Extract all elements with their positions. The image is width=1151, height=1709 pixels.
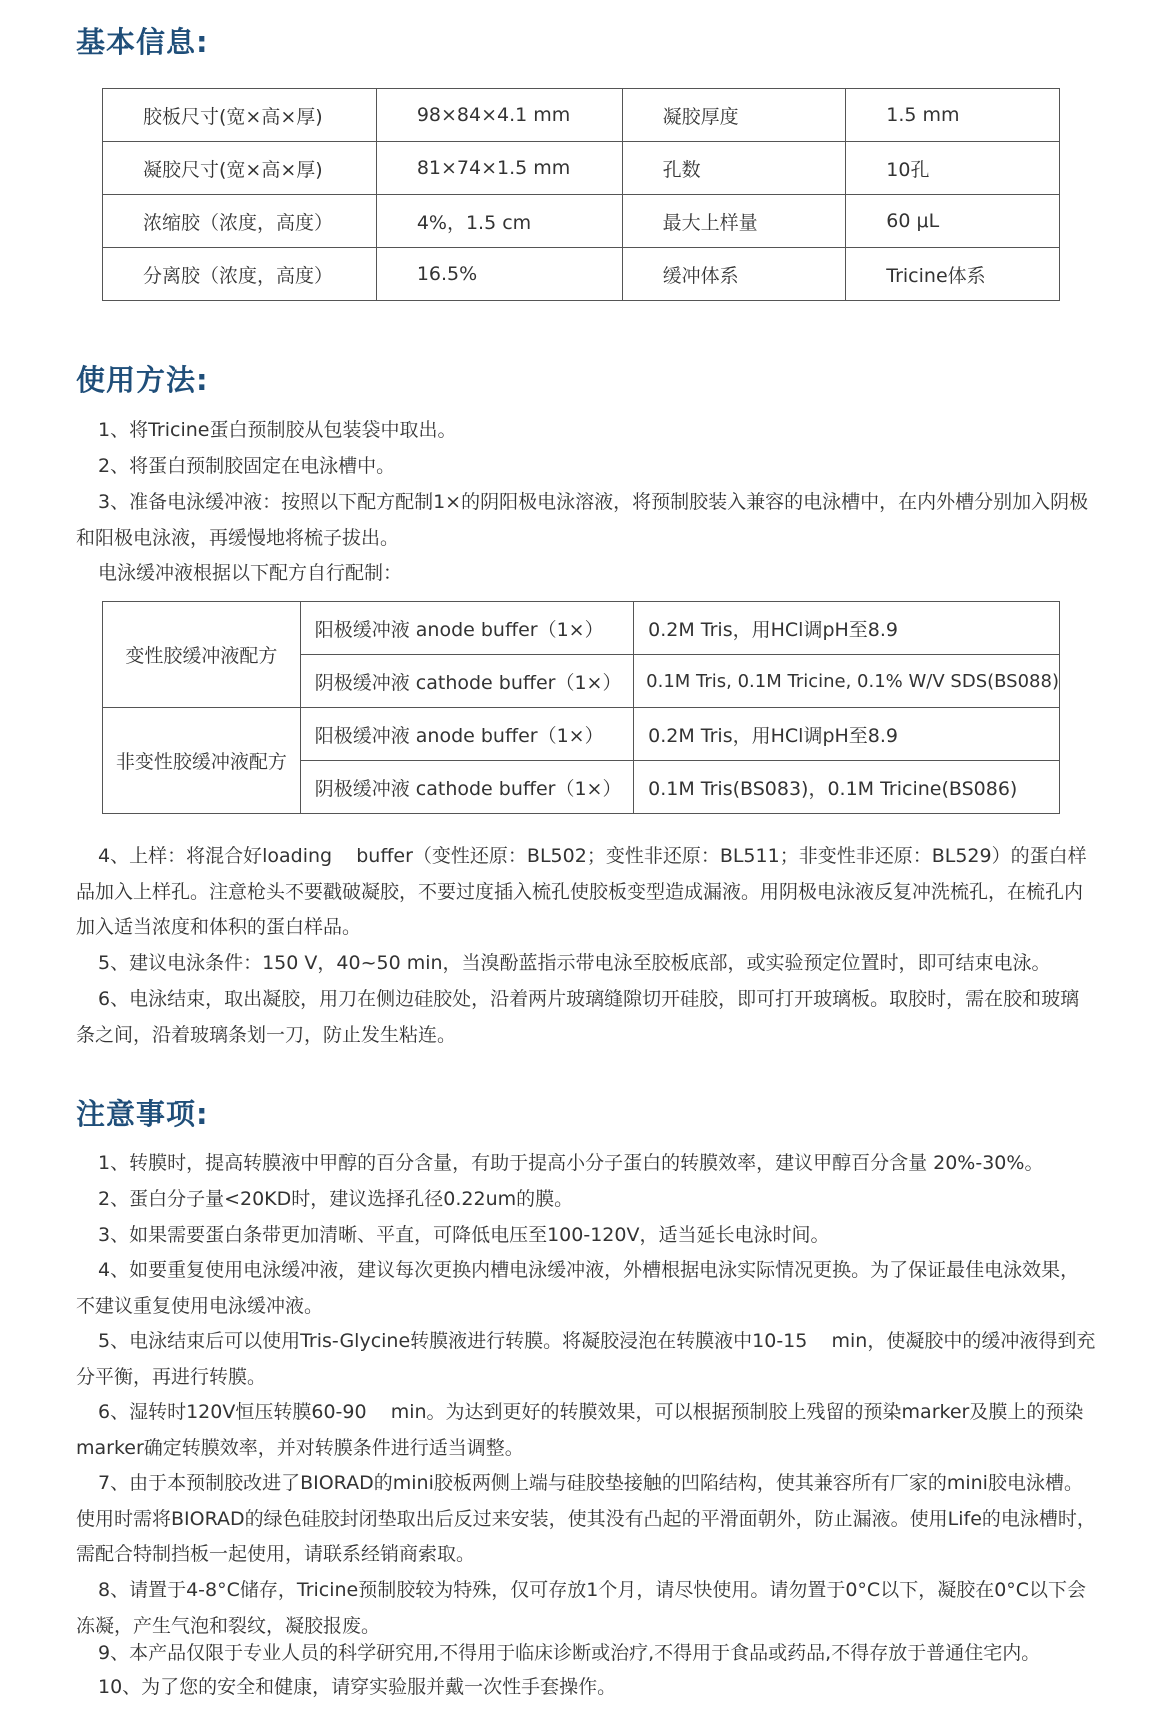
buffer-recipe: 0.2M Tris，用HCl调pH至8.9 [634,602,1060,655]
spec-value: 16.5% [376,248,622,301]
buffer-recipe: 0.2M Tris，用HCl调pH至8.9 [634,708,1060,761]
notes-title: 注意事项: [76,1097,209,1131]
spec-value: 4%，1.5 cm [376,195,622,248]
buffer-name: 阳极缓冲液 anode buffer（1×） [300,708,633,761]
note-item: 2、蛋白分子量<20KD时，建议选择孔径0.22um的膜。 [98,1188,574,1210]
buffer-name: 阴极缓冲液 cathode buffer（1×） [300,655,633,708]
table-row [103,195,1060,248]
buffer-group-name: 变性胶缓冲液配方 [103,602,301,708]
note-item: 5、电泳结束后可以使用Tris-Glycine转膜液进行转膜。将凝胶浸泡在转膜液中10-15 min，使凝胶中的缓冲液得到充分平衡，再进行转膜。 [76,1330,1096,1388]
usage-step: 6、电泳结束，取出凝胶，用刀在侧边硅胶处，沿着两片玻璃缝隙切开硅胶，即可打开玻璃板。取胶时，需在胶和玻璃条之间，沿着玻璃条划一刀，防止发生粘连。 [76,988,1080,1046]
spec-label: 孔数 [622,142,846,195]
spec-label: 最大上样量 [622,195,846,248]
usage-step: 1、将Tricine蛋白预制胶从包装袋中取出。 [98,419,457,441]
basic-info-title: 基本信息: [76,25,209,59]
table-row [103,602,1060,655]
note-item: 9、本产品仅限于专业人员的科学研究用,不得用于临床诊断或治疗,不得用于食品或药品,不得存放于普通住宅内。 [98,1642,1041,1664]
spec-label: 浓缩胶（浓度，高度） [103,195,377,248]
buffer-recipe-table [102,601,1060,814]
note-item: 10、为了您的安全和健康，请穿实验服并戴一次性手套操作。 [98,1676,617,1698]
spec-value: 81×74×1.5 mm [376,142,622,195]
spec-label: 分离胶（浓度，高度） [103,248,377,301]
spec-label: 缓冲体系 [622,248,846,301]
note-item: 6、湿转时120V恒压转膜60-90 min。为达到更好的转膜效果，可以根据预制胶上残留的预染marker及膜上的预染marker确定转膜效率，并对转膜条件进行适当调整。 [76,1401,1084,1459]
note-item: 8、请置于4-8°C储存，Tricine预制胶较为特殊，仅可存放1个月，请尽快使用。请勿置于0°C以下，凝胶在0°C以下会冻凝，产生气泡和裂纹，凝胶报废。 [76,1579,1087,1637]
note-item: 4、如要重复使用电泳缓冲液，建议每次更换内槽电泳缓冲液，外槽根据电泳实际情况更换。为了保证最佳电泳效果，不建议重复使用电泳缓冲液。 [76,1259,1080,1317]
usage-step: 5、建议电泳条件：150 V，40~50 min，当溴酚蓝指示带电泳至胶板底部，或实验预定位置时，即可结束电泳。 [98,952,1051,974]
spec-value: Tricine体系 [846,248,1060,301]
spec-label: 胶板尺寸(宽×高×厚) [103,89,377,142]
basic-info-table [102,88,1060,301]
usage-step: 3、准备电泳缓冲液：按照以下配方配制1×的阴阳极电泳溶液，将预制胶装入兼容的电泳槽中，在内外槽分别加入阴极和阳极电泳液，再缓慢地将梳子拔出。 [76,491,1089,549]
buffer-recipe: 0.1M Tris, 0.1M Tricine, 0.1% W/V SDS(BS088) [634,655,1060,708]
buffer-name: 阳极缓冲液 anode buffer（1×） [300,602,633,655]
spec-label: 凝胶尺寸(宽×高×厚) [103,142,377,195]
table-row [103,708,1060,761]
spec-value: 60 μL [846,195,1060,248]
usage-step: 2、将蛋白预制胶固定在电泳槽中。 [98,455,396,477]
table-row [103,248,1060,301]
table-row [103,142,1060,195]
note-item: 7、由于本预制胶改进了BIORAD的mini胶板两侧上端与硅胶垫接触的凹陷结构，使其兼容所有厂家的mini胶电泳槽。使用时需将BIORAD的绿色硅胶封闭垫取出后反过来安装，使其没有凸起的平滑面朝外，防止漏液。使用Life的电泳槽时，需配合特制挡板一起使用，请联系经销商索取。 [76,1472,1096,1565]
table-row [103,89,1060,142]
spec-value: 1.5 mm [846,89,1060,142]
usage-title: 使用方法: [76,363,209,397]
spec-value: 10孔 [846,142,1060,195]
buffer-recipe: 0.1M Tris(BS083)，0.1M Tricine(BS086) [634,761,1060,814]
spec-value: 98×84×4.1 mm [376,89,622,142]
spec-label: 凝胶厚度 [622,89,846,142]
usage-step: 4、上样：将混合好loading buffer（变性还原：BL502；变性非还原：BL511；非变性非还原：BL529）的蛋白样品加入上样孔。注意枪头不要戳破凝胶，不要过度插入梳孔使胶板变型造成漏液。用阴极电泳液反复冲洗梳孔，在梳孔内加入适当浓度和体积的蛋白样品。 [76,845,1087,938]
buffer-group-name: 非变性胶缓冲液配方 [103,708,301,814]
note-item: 3、如果需要蛋白条带更加清晰、平直，可降低电压至100-120V，适当延长电泳时间。 [98,1224,830,1246]
buffer-name: 阴极缓冲液 cathode buffer（1×） [300,761,633,814]
note-item: 1、转膜时，提高转膜液中甲醇的百分含量，有助于提高小分子蛋白的转膜效率，建议甲醇百分含量 20%-30%。 [98,1152,1044,1174]
buffer-recipe-intro: 电泳缓冲液根据以下配方自行配制： [98,562,403,584]
